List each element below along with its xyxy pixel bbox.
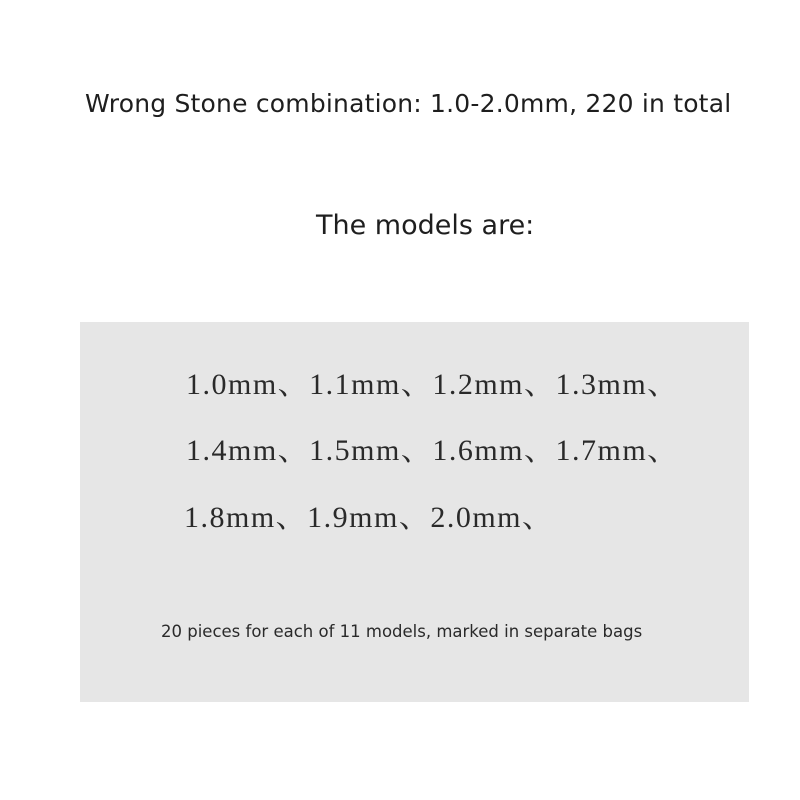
models-row-1: 1.0mm、1.1mm、1.2mm、1.3mm、 (186, 368, 679, 401)
models-panel (80, 322, 749, 702)
models-row-3: 1.8mm、1.9mm、2.0mm、 (184, 501, 554, 534)
models-row-2: 1.4mm、1.5mm、1.6mm、1.7mm、 (186, 434, 679, 467)
headline: Wrong Stone combination: 1.0-2.0mm, 220 in total (85, 89, 732, 118)
packaging-note: 20 pieces for each of 11 models, marked in separate bags (161, 622, 643, 641)
models-heading: The models are: (316, 210, 535, 241)
